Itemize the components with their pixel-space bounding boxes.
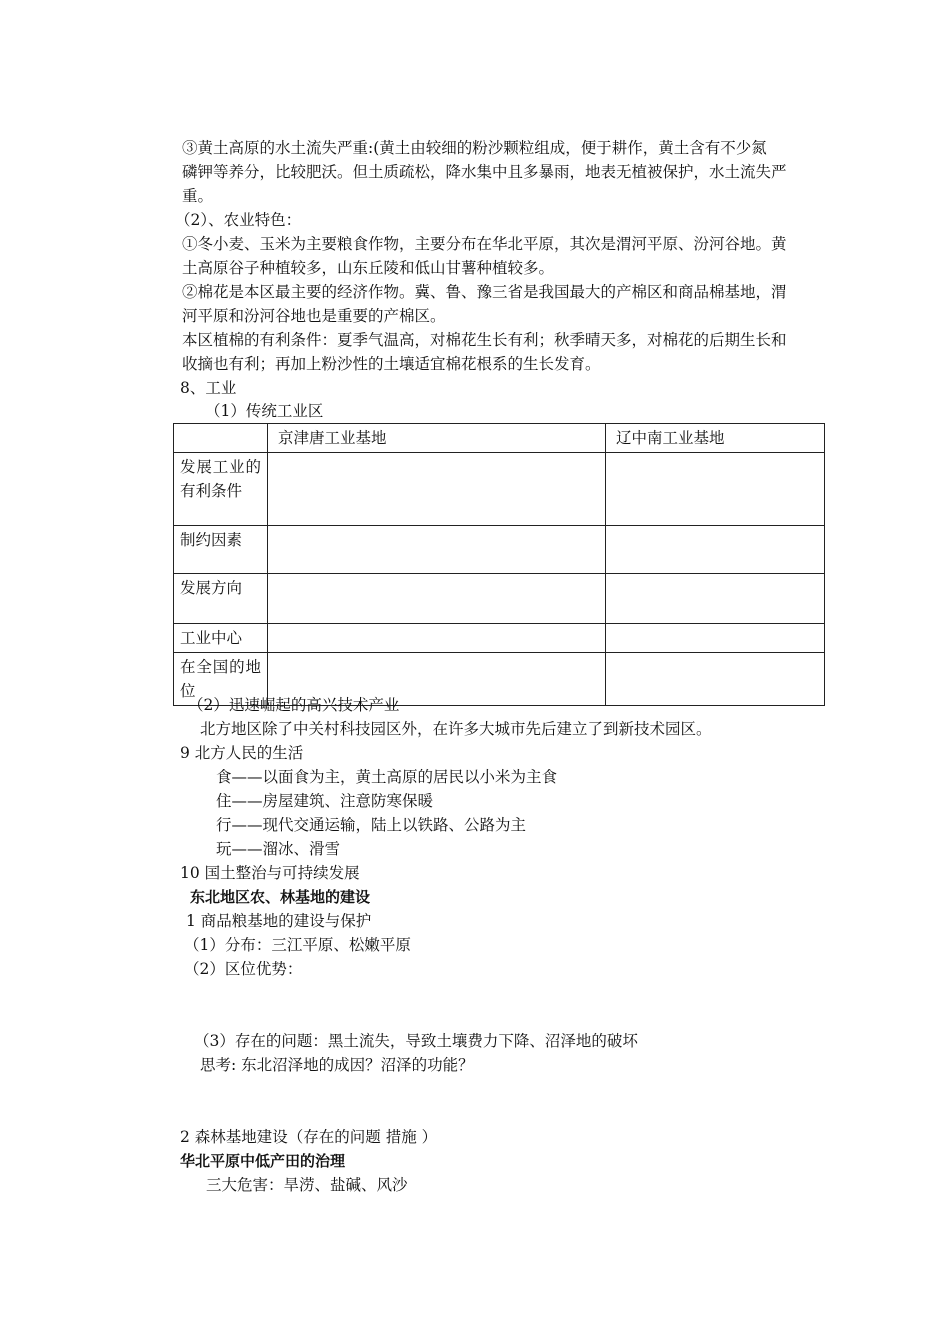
table-row [174, 526, 825, 574]
row-label: 工业中心 [174, 624, 268, 653]
table-cell[interactable] [268, 624, 606, 653]
paragraph-line: 重。 [182, 187, 214, 205]
table-header-cell: 辽中南工业基地 [606, 424, 825, 453]
subheading: 2 森林基地建设（存在的问题 措施 ） [180, 1128, 438, 1146]
row-label: 在全国的地位 [174, 653, 268, 706]
section-heading: 8、工业 [180, 379, 237, 397]
subheading: （2）迅速崛起的高兴技术产业 [188, 696, 400, 714]
subheading: 1 商品粮基地的建设与保护 [186, 912, 372, 930]
paragraph-line: ②棉花是本区最主要的经济作物。冀、鲁、豫三省是我国最大的产棉区和商品棉基地，渭 [182, 283, 787, 301]
table-cell[interactable] [606, 624, 825, 653]
list-item: （1）分布：三江平原、松嫩平原 [184, 936, 411, 954]
table-cell[interactable] [268, 574, 606, 624]
table-cell[interactable] [268, 526, 606, 574]
paragraph-line: 思考: 东北沼泽地的成因？沼泽的功能？ [200, 1056, 474, 1074]
paragraph-line: 河平原和汾河谷地也是重要的产棉区。 [182, 307, 446, 325]
table-row [174, 453, 825, 526]
table-row [174, 574, 825, 624]
table-cell[interactable] [268, 453, 606, 526]
paragraph-line: 北方地区除了中关村科技园区外，在许多大城市先后建立了到新技术园区。 [200, 720, 712, 738]
list-item: 食——以面食为主，黄土高原的居民以小米为主食 [216, 768, 558, 786]
paragraph-line: 三大危害：旱涝、盐碱、风沙 [206, 1176, 408, 1194]
row-label: 发展工业的有利条件 [174, 453, 268, 526]
industry-comparison-table [173, 423, 825, 706]
section-heading: 10 国土整治与可持续发展 [180, 864, 360, 882]
list-item: （3）存在的问题：黑土流失，导致土壤费力下降、沼泽地的破坏 [194, 1032, 638, 1050]
row-label: 发展方向 [174, 574, 268, 624]
table-cell[interactable] [606, 453, 825, 526]
bold-heading: 华北平原中低产田的治理 [180, 1152, 346, 1170]
table-row [174, 624, 825, 653]
table-cell[interactable] [606, 574, 825, 624]
section-heading: 9 北方人民的生活 [180, 744, 304, 762]
paragraph-line: ③黄土高原的水土流失严重:(黄土由较细的粉沙颗粒组成，便于耕作，黄土含有不少氮 [182, 139, 767, 157]
subheading: （1）传统工业区 [205, 402, 324, 420]
paragraph-line: ①冬小麦、玉米为主要粮食作物，主要分布在华北平原，其次是渭河平原、汾河谷地。黄 [182, 235, 787, 253]
list-item: （2）区位优势： [184, 960, 303, 978]
list-item: 玩——溜冰、滑雪 [216, 840, 341, 858]
paragraph-line: 磷钾等养分，比较肥沃。但土质疏松，降水集中且多暴雨，地表无植被保护，水土流失严 [182, 163, 787, 181]
list-item: 行——现代交通运输，陆上以铁路、公路为主 [216, 816, 527, 834]
bold-heading: 东北地区农、林基地的建设 [190, 888, 371, 906]
row-label: 制约因素 [174, 526, 268, 574]
paragraph-line: 收摘也有利；再加上粉沙性的土壤适宜棉花根系的生长发育。 [182, 355, 601, 373]
paragraph-line: 土高原谷子种植较多，山东丘陵和低山甘薯种植较多。 [182, 259, 555, 277]
table-cell[interactable] [606, 526, 825, 574]
table-header-row [174, 424, 825, 453]
paragraph-line: 本区植棉的有利条件：夏季气温高，对棉花生长有利；秋季晴天多，对棉花的后期生长和 [182, 331, 787, 349]
table-cell[interactable] [606, 653, 825, 706]
table-header-cell: 京津唐工业基地 [268, 424, 606, 453]
table-header-cell [174, 424, 268, 453]
list-item: 住——房屋建筑、注意防寒保暖 [216, 792, 434, 810]
subheading: （2）、农业特色： [175, 211, 302, 229]
